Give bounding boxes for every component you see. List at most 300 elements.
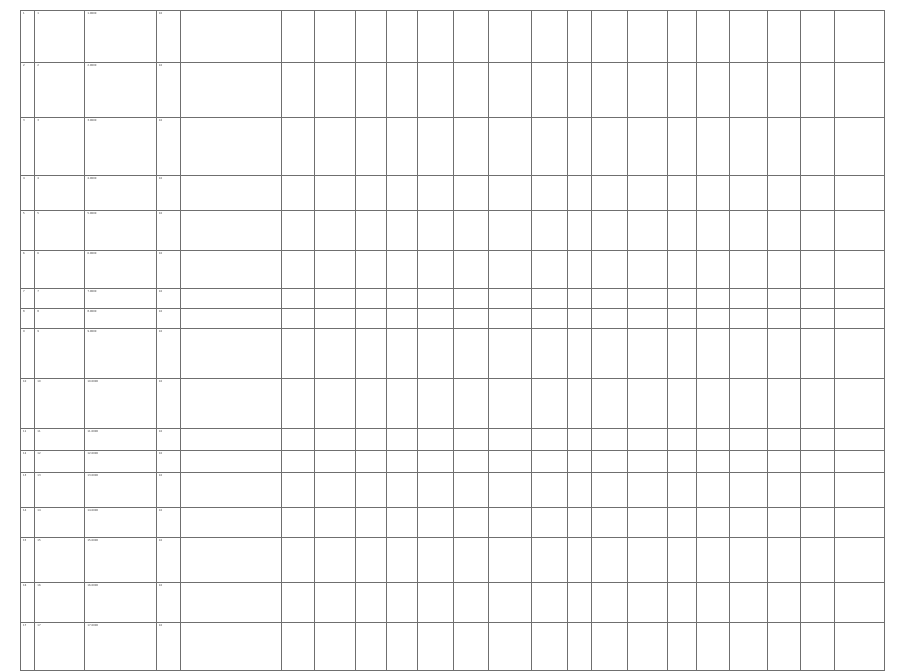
table-cell	[696, 508, 729, 538]
table-cell	[281, 583, 314, 623]
table-cell	[668, 429, 697, 451]
table-cell: 10	[156, 623, 180, 671]
table-cell: 6	[35, 251, 85, 289]
table-cell	[591, 379, 627, 429]
table-cell	[386, 583, 417, 623]
table-cell	[355, 176, 386, 211]
table-cell	[627, 118, 668, 176]
table-cell	[489, 508, 532, 538]
table-cell: 8	[21, 309, 35, 329]
table-cell	[801, 508, 834, 538]
table-cell	[281, 473, 314, 508]
table-cell	[834, 623, 884, 671]
table-cell	[489, 329, 532, 379]
table-cell: 6	[21, 251, 35, 289]
table-cell: 3	[35, 118, 85, 176]
table-cell: 10	[156, 118, 180, 176]
table-cell	[591, 176, 627, 211]
table-cell: 12	[21, 451, 35, 473]
table-cell	[281, 379, 314, 429]
table-row	[21, 11, 885, 63]
table-cell	[567, 63, 591, 118]
table-cell	[532, 118, 568, 176]
table-cell	[801, 309, 834, 329]
table-cell	[668, 309, 697, 329]
table-cell	[532, 473, 568, 508]
table-cell	[801, 583, 834, 623]
table-cell	[627, 211, 668, 251]
table-cell: 10	[156, 309, 180, 329]
table-cell: 2	[21, 63, 35, 118]
table-cell: 15	[35, 538, 85, 583]
table-cell	[567, 473, 591, 508]
table-cell	[355, 309, 386, 329]
table-cell	[281, 11, 314, 63]
table-row	[21, 538, 885, 583]
table-cell: 9	[35, 329, 85, 379]
table-cell	[768, 176, 801, 211]
table-cell	[355, 538, 386, 583]
table-cell	[834, 63, 884, 118]
table-cell	[834, 118, 884, 176]
table-cell	[489, 623, 532, 671]
table-cell	[489, 11, 532, 63]
table-cell: 10	[156, 583, 180, 623]
table-cell	[696, 289, 729, 309]
table-cell	[180, 118, 281, 176]
table-row	[21, 329, 885, 379]
table-cell	[386, 251, 417, 289]
table-cell	[532, 309, 568, 329]
table-cell	[281, 118, 314, 176]
table-cell	[417, 379, 453, 429]
table-cell: 9	[21, 329, 35, 379]
table-cell	[768, 538, 801, 583]
table-cell	[627, 623, 668, 671]
table-cell	[801, 118, 834, 176]
table-cell: 16	[35, 583, 85, 623]
table-cell	[417, 118, 453, 176]
table-cell	[315, 289, 356, 309]
table-cell	[591, 118, 627, 176]
table-cell	[281, 289, 314, 309]
table-cell	[489, 289, 532, 309]
table-cell	[567, 623, 591, 671]
table-cell	[834, 451, 884, 473]
table-cell	[453, 583, 489, 623]
table-cell	[768, 451, 801, 473]
table-cell	[834, 473, 884, 508]
table-cell	[453, 211, 489, 251]
table-cell	[386, 538, 417, 583]
table-cell: 9.0000	[85, 329, 157, 379]
table-cell: 11	[21, 429, 35, 451]
table-cell	[417, 176, 453, 211]
table-cell	[668, 473, 697, 508]
table-cell	[386, 11, 417, 63]
table-cell	[567, 538, 591, 583]
table-cell	[834, 583, 884, 623]
table-cell	[627, 176, 668, 211]
table-cell	[281, 429, 314, 451]
table-cell: 10	[156, 251, 180, 289]
table-cell	[532, 176, 568, 211]
table-cell	[627, 583, 668, 623]
table-cell: 13	[35, 473, 85, 508]
table-cell	[355, 251, 386, 289]
table-cell	[729, 118, 767, 176]
table-cell	[489, 63, 532, 118]
table-cell	[315, 623, 356, 671]
table-cell	[281, 538, 314, 583]
table-cell	[768, 429, 801, 451]
table-cell	[801, 63, 834, 118]
table-cell: 7.0000	[85, 289, 157, 309]
table-cell	[801, 11, 834, 63]
table-cell	[417, 583, 453, 623]
table-cell	[355, 623, 386, 671]
table-cell	[453, 508, 489, 538]
table-cell: 13	[21, 473, 35, 508]
table-cell	[532, 583, 568, 623]
table-cell	[180, 329, 281, 379]
table-cell	[180, 251, 281, 289]
table-cell	[355, 11, 386, 63]
table-cell	[386, 429, 417, 451]
table-cell	[386, 118, 417, 176]
table-cell	[315, 309, 356, 329]
table-cell: 12.0000	[85, 451, 157, 473]
table-cell	[417, 451, 453, 473]
table-cell	[729, 309, 767, 329]
table-cell: 3	[21, 118, 35, 176]
table-row	[21, 251, 885, 289]
table-cell	[834, 251, 884, 289]
table-cell	[417, 251, 453, 289]
table-cell	[315, 473, 356, 508]
table-cell	[386, 309, 417, 329]
table-cell	[768, 329, 801, 379]
table-row	[21, 473, 885, 508]
table-cell: 10	[156, 211, 180, 251]
table-cell	[489, 451, 532, 473]
table-cell	[801, 329, 834, 379]
table-cell	[386, 289, 417, 309]
table-cell	[834, 329, 884, 379]
table-cell	[281, 623, 314, 671]
table-cell	[489, 309, 532, 329]
table-cell	[834, 379, 884, 429]
table-cell	[453, 289, 489, 309]
table-cell	[591, 251, 627, 289]
table-cell	[729, 473, 767, 508]
table-cell	[768, 473, 801, 508]
table-cell	[668, 176, 697, 211]
table-cell	[627, 289, 668, 309]
table-cell: 7	[35, 289, 85, 309]
table-cell	[668, 583, 697, 623]
table-cell	[834, 538, 884, 583]
table-cell	[489, 176, 532, 211]
table-cell	[567, 118, 591, 176]
table-cell	[696, 429, 729, 451]
table-cell	[355, 379, 386, 429]
table-cell	[532, 329, 568, 379]
table-cell: 10	[156, 11, 180, 63]
table-cell	[315, 118, 356, 176]
table-cell	[627, 538, 668, 583]
table-cell	[668, 379, 697, 429]
table-body	[21, 11, 885, 671]
table-cell	[315, 583, 356, 623]
table-cell	[355, 63, 386, 118]
table-cell	[729, 623, 767, 671]
table-cell	[180, 379, 281, 429]
table-cell	[567, 251, 591, 289]
table-cell	[696, 251, 729, 289]
table-cell	[801, 289, 834, 309]
data-table	[20, 10, 885, 671]
table-cell	[281, 508, 314, 538]
table-cell	[668, 538, 697, 583]
table-cell	[801, 538, 834, 583]
table-cell	[696, 118, 729, 176]
table-cell: 1	[21, 11, 35, 63]
table-cell	[696, 329, 729, 379]
table-cell	[801, 451, 834, 473]
table-row	[21, 508, 885, 538]
table-cell	[768, 211, 801, 251]
table-cell	[453, 251, 489, 289]
table-cell: 10	[35, 379, 85, 429]
table-cell	[768, 118, 801, 176]
table-cell: 10	[156, 538, 180, 583]
table-cell	[591, 211, 627, 251]
table-cell	[627, 451, 668, 473]
table-cell	[591, 583, 627, 623]
table-cell	[315, 251, 356, 289]
table-cell: 16	[21, 583, 35, 623]
table-cell	[567, 289, 591, 309]
table-cell: 2	[35, 63, 85, 118]
table-cell	[281, 63, 314, 118]
table-cell: 14.0000	[85, 508, 157, 538]
table-cell	[591, 329, 627, 379]
table-cell: 12	[35, 451, 85, 473]
table-cell	[281, 309, 314, 329]
table-cell	[801, 176, 834, 211]
table-cell	[453, 309, 489, 329]
table-cell	[532, 11, 568, 63]
table-cell	[591, 63, 627, 118]
table-cell	[315, 176, 356, 211]
table-cell	[355, 329, 386, 379]
table-cell: 17	[35, 623, 85, 671]
table-row	[21, 289, 885, 309]
table-cell	[729, 329, 767, 379]
table-cell	[834, 176, 884, 211]
table-cell	[729, 11, 767, 63]
table-cell	[729, 211, 767, 251]
table-cell	[532, 211, 568, 251]
table-cell	[386, 211, 417, 251]
table-cell	[627, 251, 668, 289]
table-cell	[386, 623, 417, 671]
table-cell	[315, 11, 356, 63]
table-cell	[453, 451, 489, 473]
table-cell	[668, 289, 697, 309]
table-cell: 6.0000	[85, 251, 157, 289]
table-cell	[729, 451, 767, 473]
table-cell	[532, 379, 568, 429]
table-cell	[532, 251, 568, 289]
table-cell	[453, 11, 489, 63]
table-cell	[417, 508, 453, 538]
table-cell: 5	[35, 211, 85, 251]
table-cell	[180, 11, 281, 63]
table-cell	[627, 309, 668, 329]
table-cell	[417, 63, 453, 118]
table-cell: 10	[156, 451, 180, 473]
table-row	[21, 211, 885, 251]
table-cell	[453, 623, 489, 671]
table-cell: 5.0000	[85, 211, 157, 251]
table-cell	[729, 538, 767, 583]
table-cell: 17	[21, 623, 35, 671]
table-cell	[768, 309, 801, 329]
table-cell	[453, 329, 489, 379]
table-cell	[453, 63, 489, 118]
table-cell	[453, 176, 489, 211]
table-cell	[768, 583, 801, 623]
table-cell	[281, 176, 314, 211]
table-cell	[180, 176, 281, 211]
table-cell	[729, 429, 767, 451]
table-cell	[591, 473, 627, 508]
table-cell	[489, 251, 532, 289]
table-row	[21, 451, 885, 473]
table-cell	[532, 63, 568, 118]
table-cell	[355, 583, 386, 623]
table-cell	[627, 508, 668, 538]
table-cell	[567, 451, 591, 473]
table-cell	[627, 11, 668, 63]
table-cell	[315, 429, 356, 451]
table-cell	[801, 379, 834, 429]
table-cell	[591, 289, 627, 309]
table-cell	[768, 11, 801, 63]
table-cell	[801, 473, 834, 508]
table-cell	[627, 429, 668, 451]
table-cell	[281, 251, 314, 289]
table-cell	[386, 508, 417, 538]
table-cell	[801, 251, 834, 289]
table-cell	[768, 63, 801, 118]
table-cell	[729, 176, 767, 211]
table-cell	[489, 211, 532, 251]
table-cell	[729, 379, 767, 429]
table-cell	[768, 379, 801, 429]
table-cell	[532, 429, 568, 451]
table-cell: 11	[35, 429, 85, 451]
table-cell	[627, 379, 668, 429]
table-cell	[315, 379, 356, 429]
table-row	[21, 118, 885, 176]
table-cell	[834, 429, 884, 451]
table-cell	[315, 451, 356, 473]
table-cell	[696, 379, 729, 429]
table-cell: 3.0000	[85, 118, 157, 176]
table-cell	[591, 451, 627, 473]
table-cell: 2.0000	[85, 63, 157, 118]
table-cell: 10	[156, 429, 180, 451]
table-cell	[417, 623, 453, 671]
table-cell	[801, 623, 834, 671]
table-cell: 10	[156, 473, 180, 508]
table-row	[21, 623, 885, 671]
table-cell	[729, 251, 767, 289]
table-cell	[532, 623, 568, 671]
table-cell	[729, 583, 767, 623]
table-cell	[355, 451, 386, 473]
table-cell	[489, 118, 532, 176]
table-cell	[315, 63, 356, 118]
table-cell	[180, 211, 281, 251]
table-cell	[567, 176, 591, 211]
table-cell	[180, 623, 281, 671]
table-cell	[729, 289, 767, 309]
table-cell	[355, 473, 386, 508]
table-cell	[768, 508, 801, 538]
table-cell: 4.0000	[85, 176, 157, 211]
table-cell	[591, 429, 627, 451]
table-cell	[627, 473, 668, 508]
table-cell: 13.0000	[85, 473, 157, 508]
table-cell	[696, 11, 729, 63]
table-cell	[567, 583, 591, 623]
table-cell	[801, 211, 834, 251]
table-cell	[417, 429, 453, 451]
table-cell: 1.0000	[85, 11, 157, 63]
table-cell	[355, 429, 386, 451]
table-row	[21, 309, 885, 329]
table-cell	[489, 379, 532, 429]
table-cell	[180, 473, 281, 508]
table-cell	[696, 623, 729, 671]
table-cell	[668, 63, 697, 118]
table-row	[21, 63, 885, 118]
table-cell	[729, 508, 767, 538]
table-cell: 10	[21, 379, 35, 429]
table-cell	[591, 11, 627, 63]
table-cell	[315, 538, 356, 583]
table-cell	[696, 473, 729, 508]
table-cell	[180, 508, 281, 538]
table-cell	[453, 379, 489, 429]
table-cell	[180, 63, 281, 118]
table-cell	[417, 309, 453, 329]
table-cell	[180, 583, 281, 623]
table-cell	[386, 63, 417, 118]
table-cell: 11.0000	[85, 429, 157, 451]
table-cell	[567, 429, 591, 451]
table-cell	[281, 211, 314, 251]
table-cell	[627, 329, 668, 379]
table-cell	[180, 309, 281, 329]
table-cell	[696, 451, 729, 473]
table-cell	[355, 211, 386, 251]
table-cell	[668, 211, 697, 251]
